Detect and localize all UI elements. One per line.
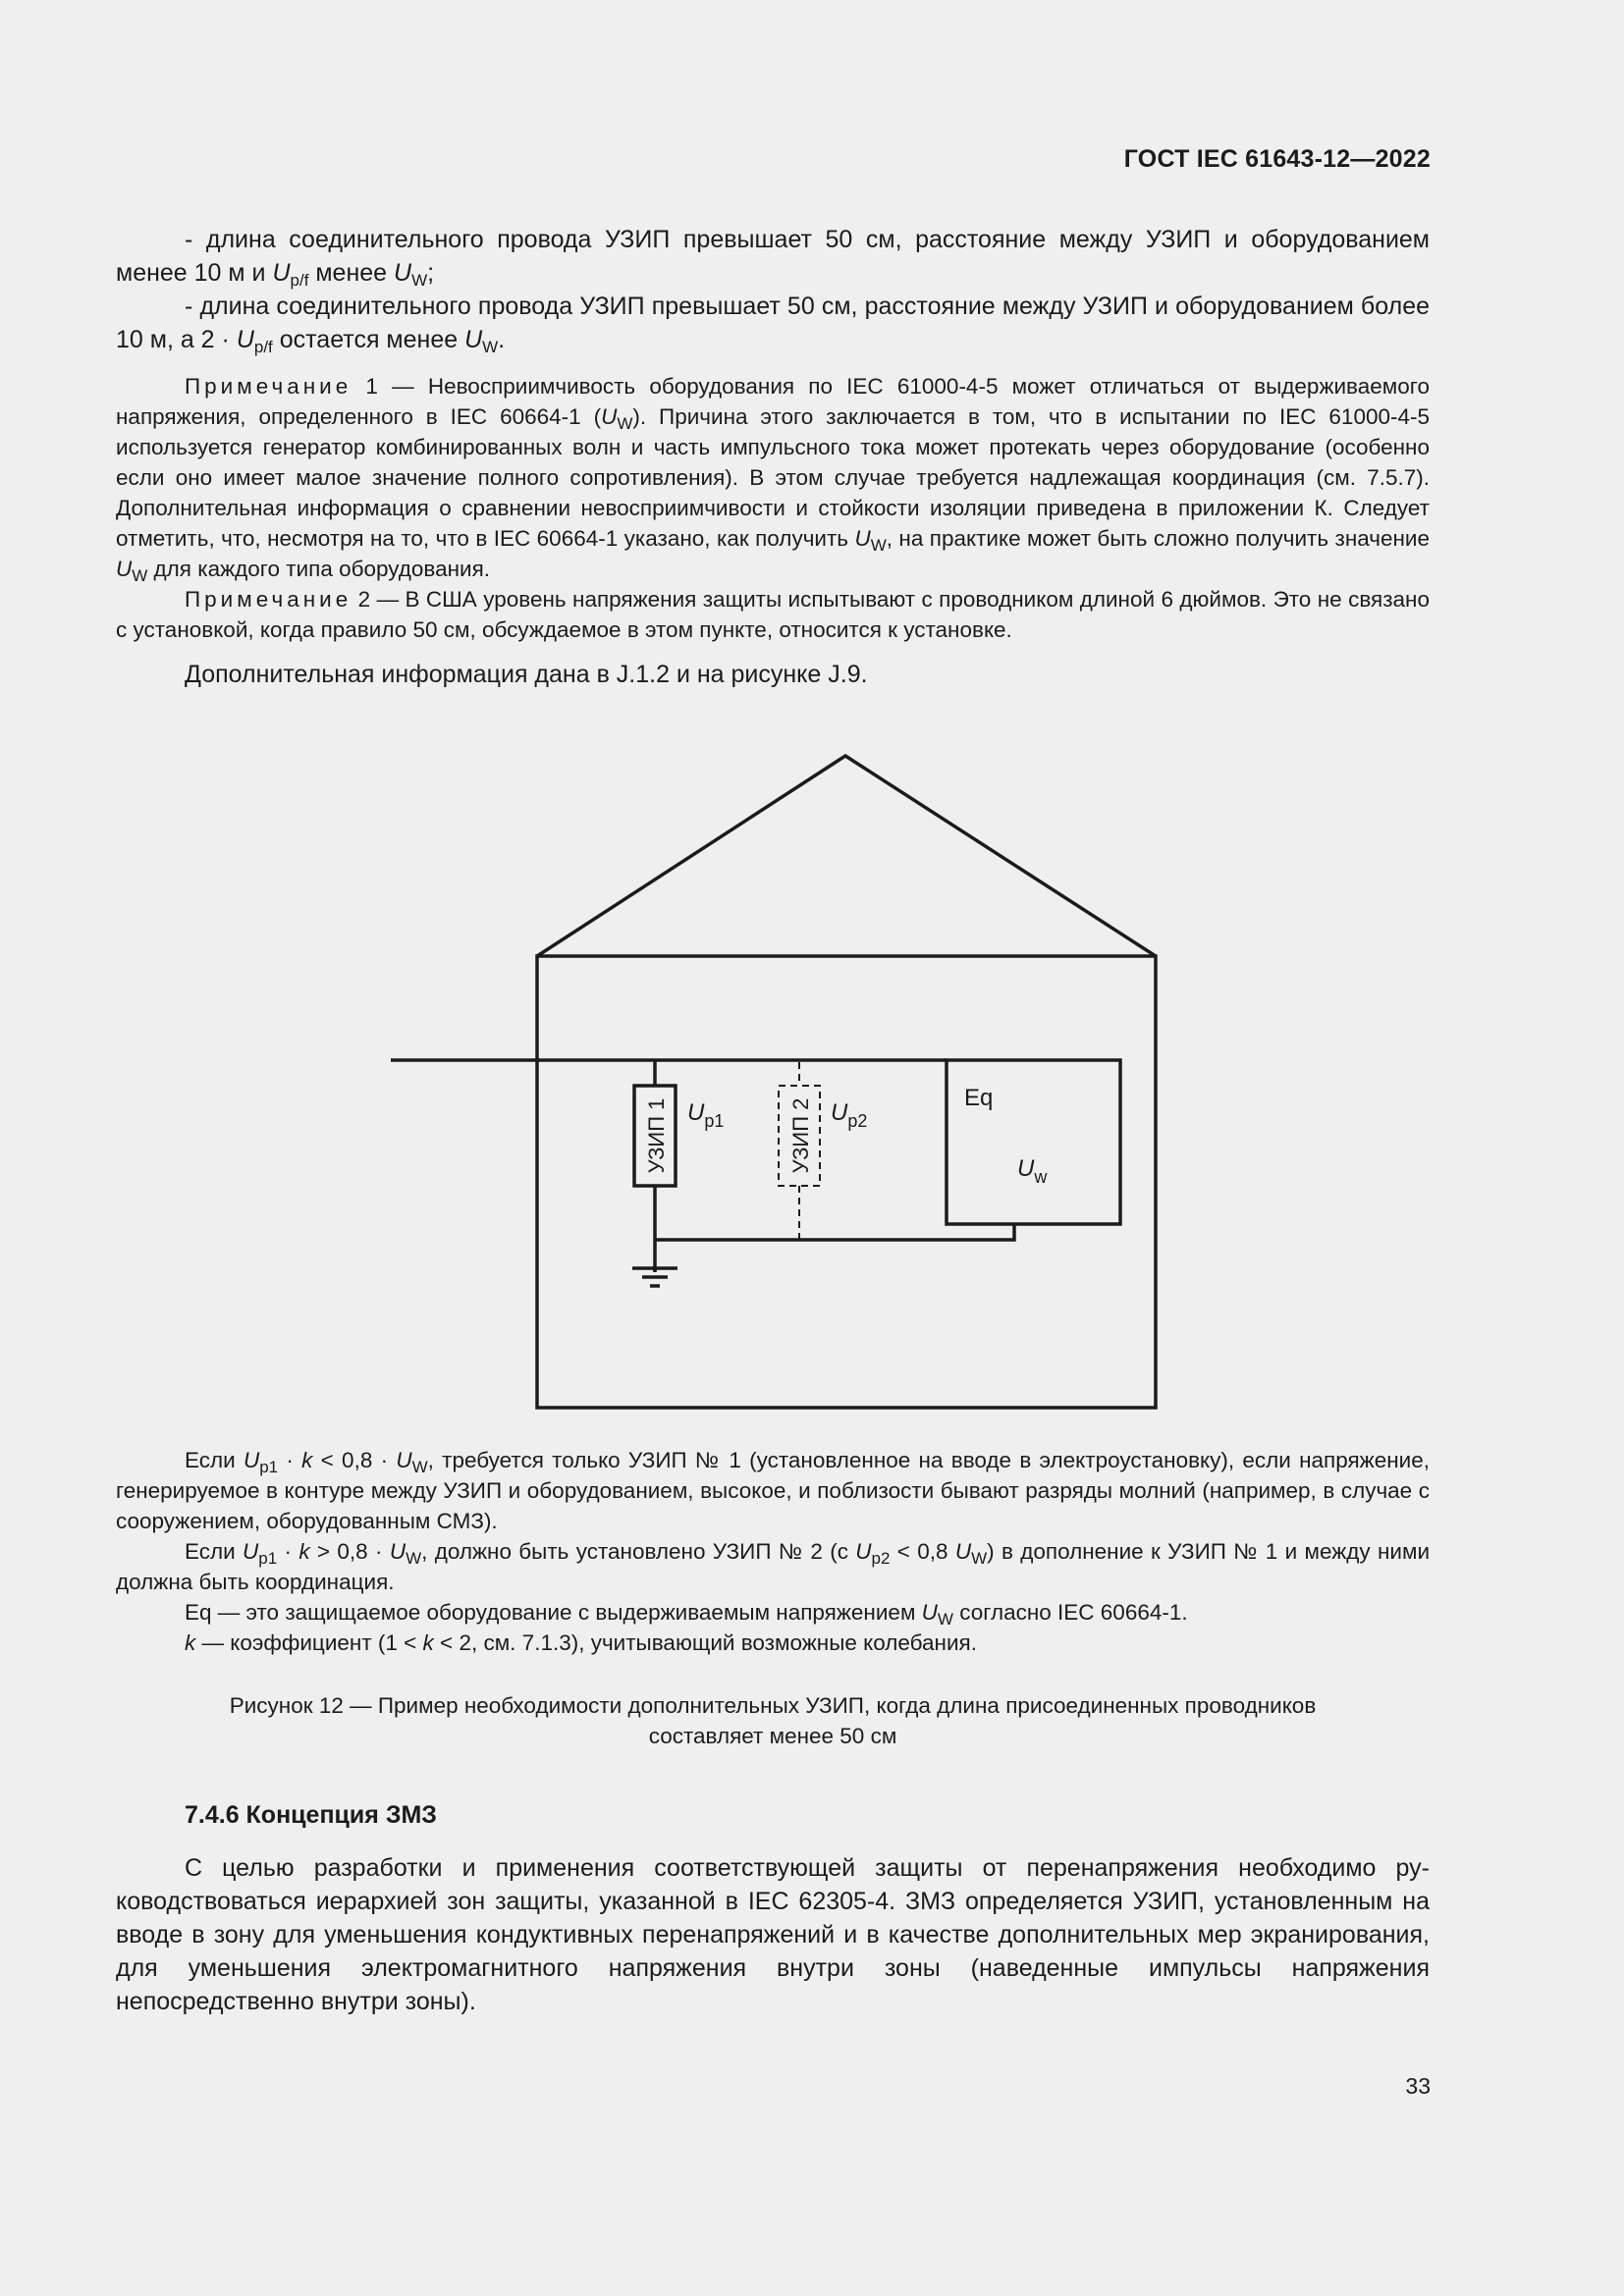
list-item-2: - длина соединительного провода УЗИП превышает 50 см, расстояние между УЗИП и оборудованием более 10 м, а $2 \cdot U_{p/f}$ остается менее $U_W$. xyxy=(116,293,1430,356)
up2-label: $U_{p2}$ xyxy=(831,1099,868,1131)
bonding-wire xyxy=(655,1224,1014,1240)
spd1-label: УЗИП 1 xyxy=(644,1097,669,1174)
caption-line-2: составляет менее 50 см xyxy=(648,1724,897,1748)
eq-label: Eq xyxy=(964,1085,994,1111)
note-2: Примечание 2 — В США уровень напряжения защиты испытывают с проводником длиной 6 дюймов. Это не связано с установкой, когда правило 50 см, обсуждаемое в этом пункте, относится к установке. xyxy=(116,587,1430,642)
note-1: Примечание 1 — Невосприимчивость оборудования по IEC 61000-4-5 может отличаться от выдерживаемого напряжения, определенного в IEC 60664-1 $(U_W)$. Причина этого заключается в том, что в испытании по IEC 61000-4-5 используется генератор комбинированных волн и часть импульсного тока может протекать через оборудование (особенно если оно имеет малое значение полного сопротивления). В этом случае требуется надлежащая координация (см. 7.5.7). Дополнительная информация о сравнении невосприимчивости и стойкости изоляции приведена в приложении К. Следует отметить, что, несмотря на то, что в IEC 60664-1 указано, как получить $U_W$, на практике может быть сложно получить значение $U_W$ для каждого типа оборудования. xyxy=(116,374,1431,585)
list-item-1: - длина соединительного провода УЗИП превышает 50 см, расстояние между УЗИП и оборудованием менее 10 м и $U_{p/f}$ менее $U_W$; xyxy=(116,226,1430,290)
up1-label: $U_{p1}$ xyxy=(687,1099,725,1131)
page-number: 33 xyxy=(1405,2073,1431,2099)
figure-legend xyxy=(116,1445,1430,1658)
house-outline xyxy=(537,956,1156,1408)
additional-info-block xyxy=(116,658,1430,691)
section-paragraph: С целью разработки и применения соответствующей защиты от перенапряжения необходимо руководствоваться иерархией зон защиты, указанной в IEC 62305-4. ЗМЗ определяется УЗИП, установленным на вводе в зону для уменьшения кондуктивных перенапряжений и в качестве дополнительных мер экранирования, для уменьшения электромагнитного напряжения внутри зоны (наведенные импульсы напряжения непосредственно внутри зоны). xyxy=(116,1854,1430,2015)
figure-caption xyxy=(116,1690,1430,1751)
list-block xyxy=(116,223,1430,356)
spd2-label: УЗИП 2 xyxy=(788,1097,813,1174)
notes-block xyxy=(116,371,1430,645)
uw-label: $U_w$ xyxy=(1017,1155,1048,1187)
section-body xyxy=(116,1851,1430,2018)
legend-line-3: Eq — это защищаемое оборудование с выдерживаемым напряжением $U_W$ согласно IEC 60664-1. xyxy=(185,1600,1188,1629)
figure-diagram xyxy=(0,726,1624,1433)
legend-line-4: k — коэффициент (1 < k < 2, см. 7.1.3), учитывающий возможные колебания. xyxy=(185,1630,977,1655)
document-header: ГОСТ IEC 61643-12—2022 xyxy=(1123,145,1431,173)
house-roof xyxy=(537,756,1156,956)
legend-line-2: Если $U_{p1} \cdot k > 0,8 \cdot U_W$, должно быть установлено УЗИП № 2 (с $U_{p2} < 0,8$ $U_W$) в дополнение к УЗИП № 1 и между ними должна быть координация. xyxy=(116,1539,1431,1594)
additional-info: Дополнительная информация дана в J.1.2 и на рисунке J.9. xyxy=(185,661,868,688)
legend-line-1: Если $U_{p1} \cdot k < 0,8 \cdot U_W$, требуется только УЗИП № 1 (установленное на вводе в электроустановку), если напряжение, генерируемое в контуре между УЗИП и оборудованием, высокое, и поблизости бывают разряды молний (например, в случае с сооружением, оборудованным СМЗ). xyxy=(116,1448,1431,1533)
caption-line-1: Рисунок 12 — Пример необходимости дополнительных УЗИП, когда длина присоединенных проводников xyxy=(229,1693,1317,1718)
section-heading: 7.4.6 Концепция ЗМЗ xyxy=(185,1801,437,1829)
